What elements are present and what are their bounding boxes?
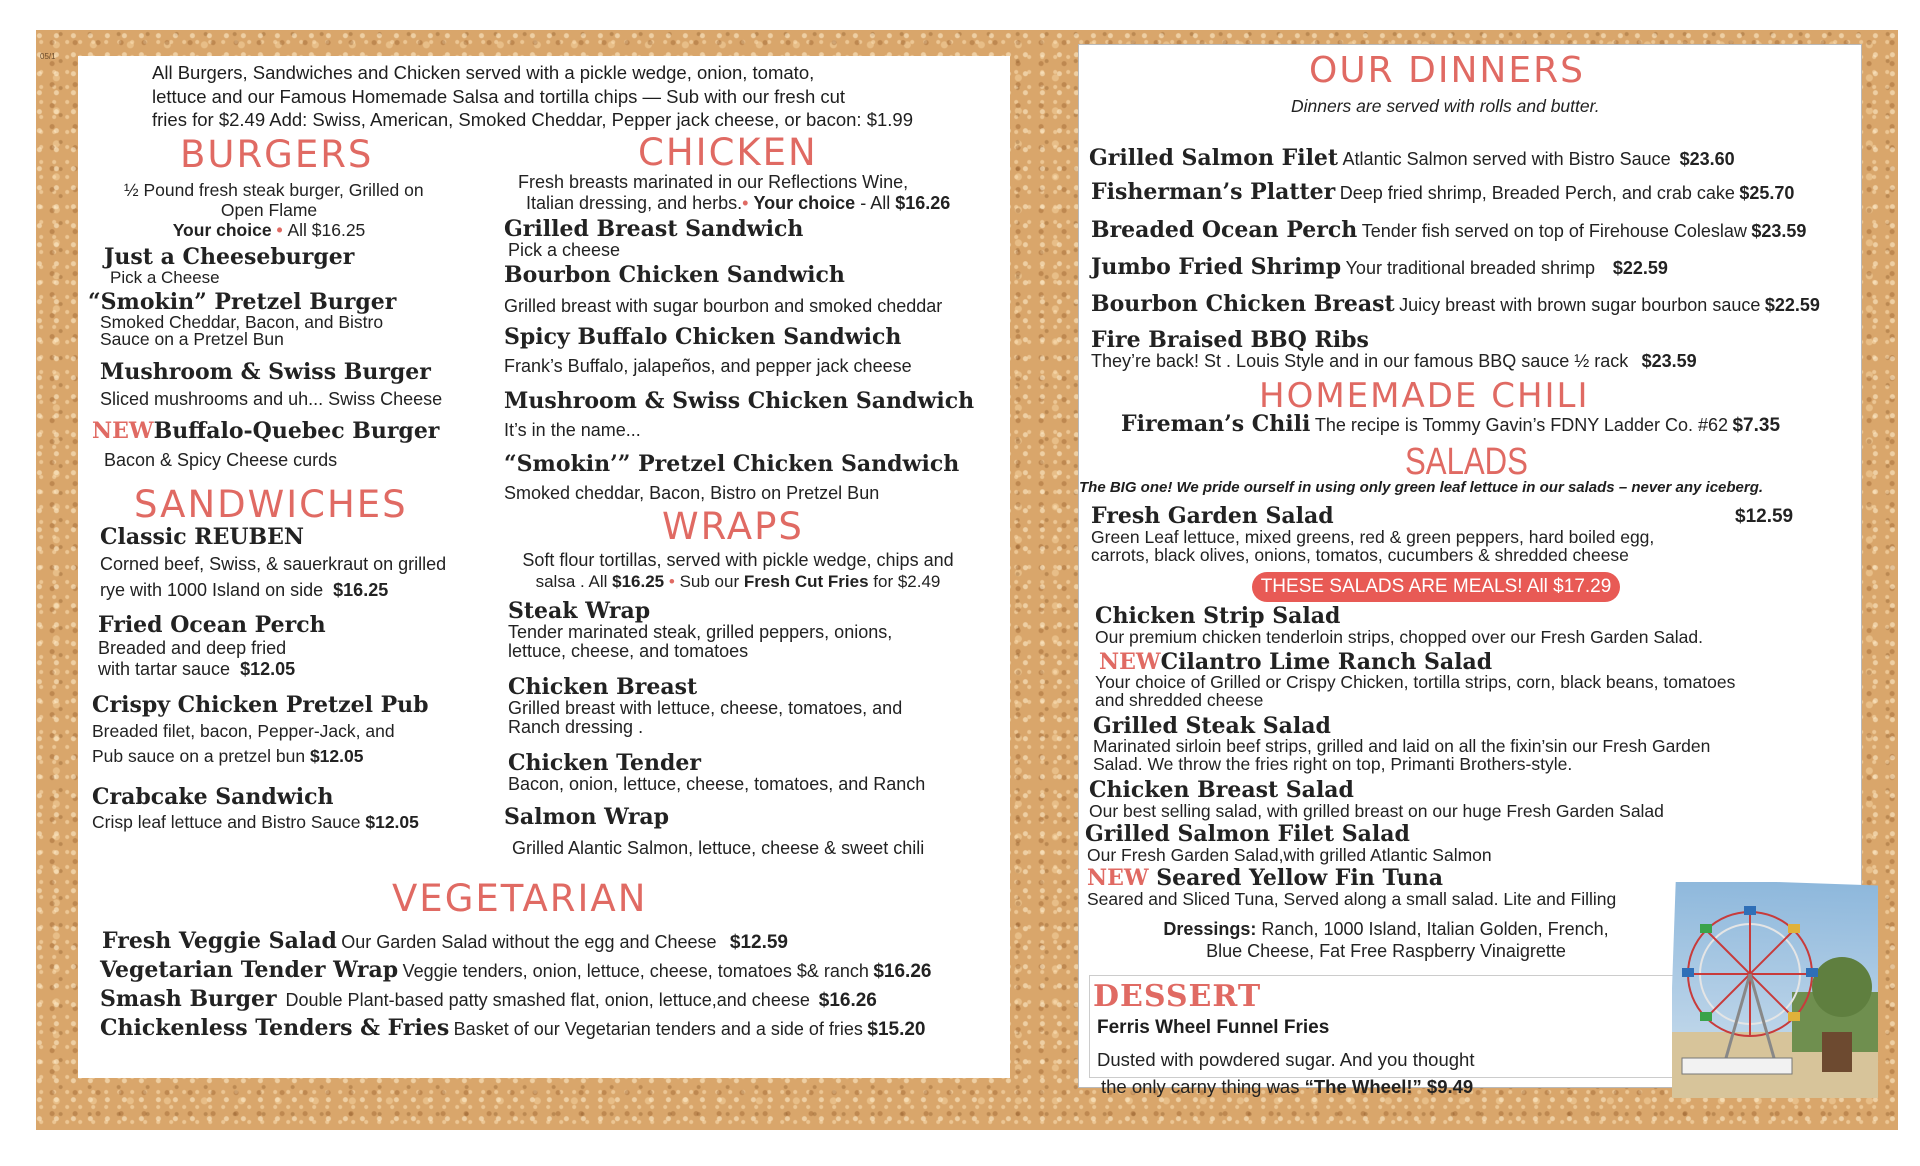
item-price: $25.70: [1739, 183, 1795, 203]
chicken-item: [504, 218, 803, 260]
item-name: Fried Ocean Perch: [98, 612, 326, 638]
item-desc: Salad. We throw the fries right on top, Primanti Brothers-style.: [1093, 753, 1573, 774]
left-intro-line: fries for $2.49 Add: Swiss, American, Smoked Cheddar, Pepper jack cheese, or bacon: $1.99: [152, 109, 913, 131]
item-name: Seared Yellow Fin Tuna: [1156, 865, 1444, 891]
salad-item: [1087, 867, 1616, 908]
item-desc: Sliced mushrooms and uh... Swiss Cheese: [100, 389, 443, 410]
dinner-item: [1091, 293, 1820, 316]
item-desc: Veggie tenders, onion, lettuce, cheese, tomatoes $& ranch: [402, 961, 869, 981]
item-desc: Double Plant-based patty smashed flat, onion, lettuce,and cheese: [285, 990, 810, 1010]
item-price: $12.59: [729, 932, 788, 953]
dinner-item: [1091, 219, 1806, 242]
item-price: $7.35: [1732, 415, 1781, 436]
item-name: Salmon Wrap: [504, 804, 670, 830]
dessert-divider: [1089, 975, 1689, 976]
burger-item: [88, 291, 396, 347]
burgers-intro-line: Open Flame: [220, 200, 318, 221]
new-badge: NEW: [92, 418, 154, 444]
wraps-price: $16.25: [612, 571, 665, 591]
vegetarian-item: [100, 1017, 926, 1040]
item-price: $22.59: [1612, 258, 1668, 278]
bullet-dot: •: [276, 220, 283, 241]
dessert-desc-line: the only carny thing was: [1101, 1075, 1300, 1097]
item-name: Fresh Garden Salad: [1091, 503, 1334, 529]
item-name: Chicken Strip Salad: [1095, 603, 1341, 629]
sandwich-item: [100, 526, 446, 603]
item-name: Mushroom & Swiss Chicken Sandwich: [504, 388, 975, 414]
wrap-item: [504, 806, 924, 858]
salads-meal-banner: THESE SALADS ARE MEALS! All $17.29: [1252, 572, 1620, 602]
wraps-intro: [498, 550, 978, 592]
item-name: Crispy Chicken Pretzel Pub: [92, 692, 429, 718]
dessert-quote: “The Wheel!”: [1304, 1075, 1422, 1097]
wraps-intro-text: for $2.49: [873, 571, 941, 591]
item-desc: They’re back! St . Louis Style and in our famous BBQ sauce ½ rack: [1091, 351, 1629, 372]
item-desc: with tartar sauce: [98, 658, 231, 679]
item-name: Fire Braised BBQ Ribs: [1091, 327, 1369, 353]
dessert-price: $9.49: [1426, 1075, 1474, 1097]
item-price: $15.20: [867, 1019, 926, 1040]
dressings-text: Blue Cheese, Fat Free Raspberry Vinaigrette: [1206, 940, 1566, 961]
dinner-item: [1091, 329, 1697, 372]
item-name: Chicken Breast Salad: [1089, 777, 1354, 803]
item-name: Chicken Tender: [508, 750, 701, 776]
left-intro-line: All Burgers, Sandwiches and Chicken served with a pickle wedge, onion, tomato,: [152, 62, 815, 83]
item-desc: Smoked Cheddar, Bacon, and Bistro: [100, 312, 384, 333]
wrap-item: [508, 600, 892, 661]
item-name: Grilled Breast Sandwich: [504, 216, 804, 242]
burgers-price-line: [124, 220, 414, 240]
vegetarian-heading: VEGETARIAN: [392, 877, 648, 920]
item-desc: It’s in the name...: [504, 420, 641, 441]
salad-item: [1085, 823, 1492, 864]
item-desc: Our premium chicken tenderloin strips, chopped over our Fresh Garden Salad.: [1095, 627, 1703, 648]
item-name: Smash Burger: [100, 986, 277, 1012]
item-name: Cilantro Lime Ranch Salad: [1160, 649, 1493, 675]
item-desc: Ranch dressing .: [508, 716, 644, 737]
chicken-intro-text: Italian dressing, and herbs.: [526, 192, 743, 213]
burgers-heading: BURGERS: [180, 133, 374, 176]
wraps-intro-text: salsa . All: [535, 571, 608, 591]
dessert-heading: DESSERT: [1093, 979, 1262, 1014]
item-name: Just a Cheeseburger: [104, 244, 355, 270]
salad-garden-price: $12.59: [1735, 506, 1794, 527]
item-price: $23.60: [1679, 149, 1735, 169]
sandwich-item: [98, 614, 326, 679]
dessert-divider: [1089, 975, 1090, 1077]
item-name: Bourbon Chicken Breast: [1091, 291, 1395, 317]
burger-item: [92, 420, 439, 470]
salad-item: [1095, 605, 1703, 646]
burgers-intro-line: ½ Pound fresh steak burger, Grilled on: [124, 180, 424, 200]
dressings-label: Dressings:: [1163, 919, 1257, 939]
dessert-desc-line: Dusted with powdered sugar. And you thought: [1097, 1049, 1475, 1070]
item-price: $12.05: [240, 658, 296, 679]
item-desc: Our Fresh Garden Salad,with grilled Atlantic Salmon: [1087, 845, 1492, 866]
item-desc: Breaded and deep fried: [98, 638, 287, 659]
item-desc: Your traditional breaded shrimp: [1345, 258, 1596, 278]
chicken-intro-line: Fresh breasts marinated in our Reflections Wine,: [518, 172, 909, 192]
dinners-heading: OUR DINNERS: [1309, 50, 1585, 91]
item-desc: Marinated sirloin beef strips, grilled and laid on all the fixin’sin our Fresh Garden: [1093, 736, 1711, 757]
item-desc: Green Leaf lettuce, mixed greens, red & green peppers, hard boiled egg,: [1091, 527, 1655, 548]
dinner-item: [1091, 256, 1668, 279]
item-desc: Crisp leaf lettuce and Bistro Sauce: [92, 812, 361, 833]
item-desc: Tender fish served on top of Firehouse Coleslaw: [1361, 221, 1747, 241]
item-desc: Smoked cheddar, Bacon, Bistro on Pretzel Bun: [504, 483, 880, 504]
item-name: Steak Wrap: [508, 598, 651, 624]
item-desc: rye with 1000 Island on side: [100, 580, 324, 601]
item-name: Breaded Ocean Perch: [1091, 217, 1358, 243]
burger-item: [100, 361, 442, 409]
item-name: Chickenless Tenders & Fries: [100, 1015, 450, 1041]
choice-label: Your choice: [753, 192, 856, 213]
item-desc: Your choice of Grilled or Crispy Chicken, tortilla strips, corn, black beans, tomatoes: [1095, 672, 1736, 693]
item-desc: Grilled breast with lettuce, cheese, tomatoes, and: [508, 698, 903, 719]
item-desc: Corned beef, Swiss, & sauerkraut on grilled: [100, 554, 447, 575]
item-name: Mushroom & Swiss Burger: [100, 359, 431, 385]
salad-item: [1095, 651, 1735, 709]
item-desc: Pick a Cheese: [110, 268, 220, 288]
item-desc: Sauce on a Pretzel Bun: [100, 328, 284, 349]
item-name: Buffalo-Quebec Burger: [153, 418, 440, 444]
bullet-dot: •: [668, 571, 675, 591]
bullet-dot: •: [742, 192, 749, 213]
item-desc: Basket of our Vegetarian tenders and a side of fries: [453, 1019, 863, 1039]
new-badge: NEW: [1099, 649, 1161, 675]
vegetarian-item: [100, 988, 877, 1011]
corner-mark: 05/1: [40, 52, 56, 61]
salad-item: [1093, 715, 1710, 773]
item-desc: Our Garden Salad without the egg and Cheese: [341, 932, 717, 952]
item-price: $12.05: [365, 812, 419, 833]
item-desc: Our best selling salad, with grilled breast on our huge Fresh Garden Salad: [1089, 801, 1664, 822]
chicken-item: [504, 390, 974, 440]
sandwich-item: [92, 786, 419, 831]
salads-heading: SALADS: [1405, 441, 1528, 483]
item-name: Fireman’s Chili: [1121, 411, 1311, 437]
vegetarian-item: [102, 930, 788, 953]
item-name: “Smokin” Pretzel Burger: [88, 289, 397, 315]
dinner-item: [1089, 147, 1735, 170]
item-desc: Grilled Alantic Salmon, lettuce, cheese & sweet chili: [512, 838, 925, 859]
chili-heading: HOMEMADE CHILI: [1259, 376, 1590, 416]
item-desc: Juicy breast with brown sugar bourbon sauce: [1399, 295, 1761, 315]
left-menu-panel: [78, 56, 1010, 1078]
choice-label: Your choice: [172, 220, 272, 241]
chicken-price: $16.26: [895, 192, 951, 213]
item-desc: The recipe is Tommy Gavin’s FDNY Ladder Co. #62: [1314, 415, 1729, 435]
item-desc: Pub sauce on a pretzel bun: [92, 745, 306, 766]
burgers-price: All $16.25: [287, 220, 366, 241]
item-name: Bourbon Chicken Sandwich: [504, 262, 845, 288]
item-name: Fisherman’s Platter: [1091, 179, 1336, 205]
wrap-item: [508, 676, 902, 737]
new-badge: NEW: [1087, 865, 1149, 891]
item-price: $16.25: [333, 580, 389, 601]
item-name: Grilled Salmon Filet: [1089, 145, 1339, 171]
item-desc: Seared and Sliced Tuna, Served along a small salad. Lite and Filling: [1087, 889, 1617, 910]
item-name: Spicy Buffalo Chicken Sandwich: [504, 324, 902, 350]
item-price: $22.59: [1764, 295, 1820, 315]
item-name: Chicken Breast: [508, 674, 698, 700]
item-desc: Tender marinated steak, grilled peppers, onions,: [508, 622, 893, 643]
burgers-intro: [124, 180, 424, 241]
item-price: $23.59: [1751, 221, 1807, 241]
ferris-wheel-photo: [1672, 882, 1878, 1098]
item-desc: Atlantic Salmon served with Bistro Sauce: [1342, 149, 1671, 169]
item-name: “Smokin’” Pretzel Chicken Sandwich: [504, 451, 960, 477]
item-price: $12.05: [309, 745, 364, 766]
item-name: Grilled Salmon Filet Salad: [1085, 821, 1410, 847]
wraps-intro-line: Soft flour tortillas, served with pickle wedge, chips and: [522, 550, 954, 570]
dinners-subtitle: Dinners are served with rolls and butter.: [1291, 96, 1600, 116]
wraps-intro-bold: Fresh Cut Fries: [743, 571, 869, 591]
chicken-item: [504, 453, 959, 503]
chicken-heading: CHICKEN: [638, 131, 818, 174]
item-name: Vegetarian Tender Wrap: [100, 957, 399, 983]
salads-tagline: The BIG one! We pride ourself in using only green leaf lettuce in our salads – never any iceberg.: [1079, 479, 1764, 496]
dinner-item: [1091, 181, 1794, 204]
item-desc: Bacon, onion, lettuce, cheese, tomatoes, and Ranch: [508, 774, 926, 795]
item-name: Jumbo Fried Shrimp: [1091, 254, 1342, 280]
sandwiches-heading: SANDWICHES: [134, 483, 408, 526]
salad-item: [1089, 779, 1664, 820]
dressings-text: Ranch, 1000 Island, Italian Golden, French,: [1261, 919, 1609, 939]
item-desc: Frank’s Buffalo, jalapeños, and pepper jack cheese: [504, 356, 912, 377]
left-intro-line: lettuce and our Famous Homemade Salsa and tortilla chips — Sub with our fresh cut: [152, 85, 846, 107]
item-desc: and shredded cheese: [1095, 689, 1264, 710]
salad-dressings: [1151, 919, 1621, 963]
dessert-name: Ferris Wheel Funnel Fries: [1097, 1017, 1330, 1038]
dessert-desc: [1097, 1047, 1474, 1101]
chicken-item: [504, 264, 942, 316]
chicken-intro: [518, 172, 950, 213]
vegetarian-item: [100, 959, 931, 982]
burger-item: [104, 246, 354, 287]
chicken-intro-text: - All: [860, 192, 891, 213]
sandwich-item: [92, 694, 429, 768]
item-price: $16.26: [873, 961, 932, 982]
chicken-item: [504, 326, 912, 376]
left-intro: [152, 61, 913, 132]
item-desc: Pick a cheese: [508, 240, 621, 261]
chili-item: [1121, 413, 1780, 436]
item-desc: Breaded filet, bacon, Pepper-Jack, and: [92, 721, 395, 742]
wraps-intro-text: Sub our: [679, 571, 740, 591]
item-desc: lettuce, cheese, and tomatoes: [508, 640, 749, 661]
wrap-item: [508, 752, 925, 794]
wraps-heading: WRAPS: [662, 505, 804, 548]
item-name: Grilled Steak Salad: [1093, 713, 1331, 739]
item-desc: Deep fried shrimp, Breaded Perch, and crab cake: [1339, 183, 1735, 203]
item-desc: carrots, black olives, onions, tomatos, cucumbers & shredded cheese: [1091, 545, 1629, 566]
salad-item-garden: [1091, 505, 1654, 565]
item-name: Crabcake Sandwich: [92, 784, 334, 810]
item-name: Classic REUBEN: [100, 524, 305, 550]
item-price: $16.26: [818, 990, 877, 1011]
item-desc: Bacon & Spicy Cheese curds: [104, 450, 338, 471]
item-desc: Grilled breast with sugar bourbon and smoked cheddar: [504, 296, 943, 317]
item-price: $23.59: [1641, 351, 1697, 372]
item-name: Fresh Veggie Salad: [102, 928, 337, 954]
